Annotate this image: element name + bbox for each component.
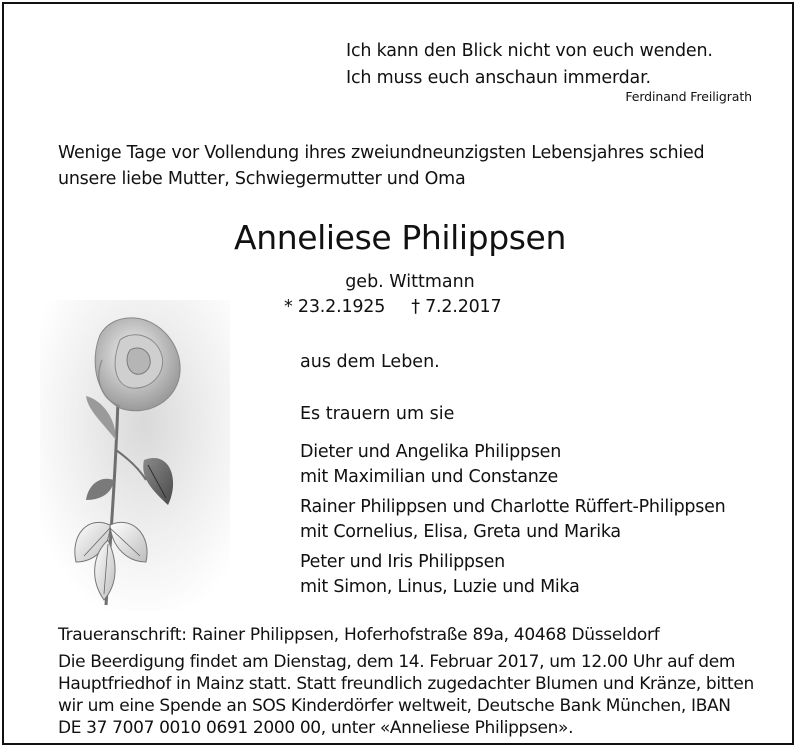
mourner-line: mit Cornelius, Elisa, Greta und Marika (300, 522, 621, 542)
birth-date: * 23.2.1925 (284, 297, 386, 317)
quote-line: Ich kann den Blick nicht von euch wenden. (346, 41, 713, 61)
intro-line: unsere liebe Mutter, Schwiegermutter und Oma (58, 169, 466, 189)
mourner-group (300, 495, 780, 545)
intro-line: Wenige Tage vor Vollendung ihres zweiundneunzigsten Lebensjahres schied (58, 143, 705, 163)
mourner-line: Rainer Philippsen und Charlotte Rüffert-Philippsen (300, 497, 726, 517)
mourner-line: mit Simon, Linus, Luzie und Mika (300, 577, 580, 597)
funeral-notice (58, 651, 758, 739)
funeral-line: DE 37 7007 0010 0691 2000 00, unter «Anneliese Philippsen». (58, 718, 574, 738)
quote-line: Ich muss euch anschaun immerdar. (346, 68, 651, 88)
rose-illustration-icon (40, 300, 230, 610)
quote-author: Ferdinand Freiligrath (625, 89, 752, 104)
maiden-name: geb. Wittmann (345, 272, 475, 292)
death-date: † 7.2.2017 (411, 297, 502, 317)
funeral-line: Die Beerdigung findet am Dienstag, dem 14. Februar 2017, um 12.00 Uhr auf dem (58, 652, 736, 672)
closing-text: aus dem Leben. (300, 352, 440, 372)
mourner-group (300, 440, 780, 490)
intro-text (58, 140, 758, 192)
quote (346, 38, 756, 92)
life-dates (284, 297, 501, 317)
mourner-line: Dieter und Angelika Philippsen (300, 442, 562, 462)
funeral-line: Hauptfriedhof in Mainz statt. Statt freundlich zugedachter Blumen und Kränze, bitten (58, 674, 754, 694)
mourners-heading: Es trauern um sie (300, 404, 455, 424)
mourner-line: mit Maximilian und Constanze (300, 467, 559, 487)
mourner-group (300, 550, 780, 600)
deceased-name: Anneliese Philippsen (234, 218, 566, 257)
mourners-list (300, 440, 780, 605)
mourning-address: Traueranschrift: Rainer Philippsen, Hoferhofstraße 89a, 40468 Düsseldorf (58, 625, 660, 645)
funeral-line: wir um eine Spende an SOS Kinderdörfer weltweit, Deutsche Bank München, IBAN (58, 696, 731, 716)
mourner-line: Peter und Iris Philippsen (300, 552, 506, 572)
